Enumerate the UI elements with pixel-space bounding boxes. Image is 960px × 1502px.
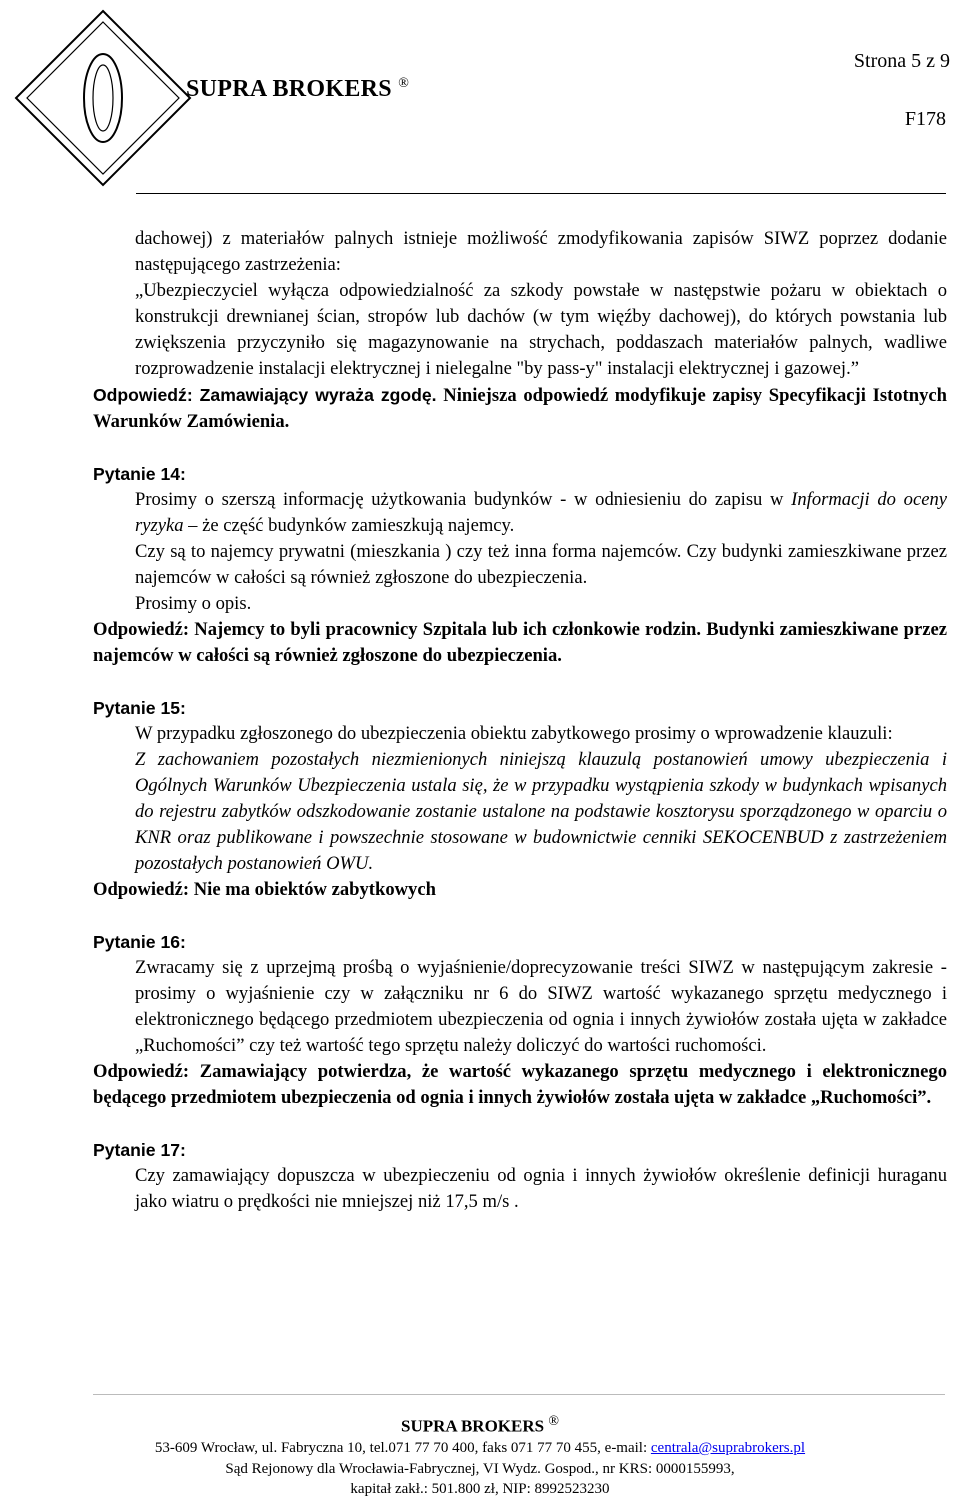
footer-address: 53-609 Wrocław, ul. Fabryczna 10, tel.071 77 70 400, faks 071 77 70 455, e-mail: centrala@suprabrokers.pl (154, 1440, 806, 1456)
q14-body-3: Prosimy o opis. (135, 593, 252, 614)
q16-body-1: Zwracamy się z uprzejmą prośbą o wyjaśnienie/doprecyzowanie treści SIWZ w następującym zakresie - prosimy o wyjaśnienie czy w załączniku nr 6 do SIWZ wartość wykazanego sprzętu medycznego i elektronicznego będącego przedmiotem ubezpieczenia od ognia i innych żywiołów została ujęta w zakładce „Ruchomości” czy też wartość tego sprzętu należy doliczyć do wartości ruchomości. (135, 957, 947, 1056)
footer-brand: SUPRA BROKERS ® (400, 1414, 559, 1436)
q16-title: Pytanie 16: (93, 932, 186, 952)
q14-body-1: Prosimy o szerszą informację użytkowania budynków - w odniesieniu do zapisu w Informacji do oceny ryzyka – że część budynków zamieszkują najemcy. (135, 489, 947, 536)
document-body (93, 226, 947, 1215)
supra-brokers-logo (12, 8, 194, 188)
header-divider (136, 193, 946, 194)
q17-body-1: Czy zamawiający dopuszcza w ubezpieczeniu od ognia i innych żywiołów określenie definicji huraganu jako wiatru o prędkości nie mniejszej niż 17,5 m/s . (135, 1165, 947, 1212)
page-number: Strona 5 z 9 (853, 50, 950, 72)
q15-answer: Odpowiedź: Nie ma obiektów zabytkowych (93, 879, 436, 900)
document-code: F178 (904, 108, 946, 130)
q17-title: Pytanie 17: (93, 1140, 186, 1160)
intro-text (93, 226, 947, 382)
footer-court: Sąd Rejonowy dla Wrocławia-Fabrycznej, VI Wydz. Gospod., nr KRS: 0000155993, (225, 1461, 735, 1477)
intro-line-1: dachowej) z materiałów palnych istnieje możliwość zmodyfikowania zapisów SIWZ poprzez dodanie następującego zastrzeżenia: (135, 228, 947, 275)
intro-answer: Odpowiedź: Zamawiający wyraża zgodę. Niniejsza odpowiedź modyfikuje zapisy Specyfikacji Istotnych Warunków Zamówienia. (93, 385, 947, 432)
q15-body (93, 721, 947, 877)
q16-body (93, 955, 947, 1059)
footer-divider (93, 1394, 945, 1395)
q14-title: Pytanie 14: (93, 464, 186, 484)
q15-title: Pytanie 15: (93, 698, 186, 718)
q14-answer: Odpowiedź: Najemcy to byli pracownicy Szpitala lub ich członkowie rodzin. Budynki zamieszkiwane przez najemców w całości są również zgłoszone do ubezpieczenia. (93, 619, 947, 666)
footer-capital: kapitał zakł.: 501.800 zł, NIP: 8992523230 (350, 1481, 610, 1497)
footer-email-link[interactable]: centrala@suprabrokers.pl (650, 1440, 806, 1456)
q17-body (93, 1163, 947, 1215)
q16-answer: Odpowiedź: Zamawiający potwierdza, że wartość wykazanego sprzętu medycznego i elektronicznego będącego przedmiotem ubezpieczenia od ognia i innych żywiołów została ujęta w zakładce „Ruchomości”. (93, 1061, 947, 1108)
q15-body-1: W przypadku zgłoszonego do ubezpieczenia obiektu zabytkowego prosimy o wprowadzenie klauzuli: (135, 723, 893, 744)
q14-body (93, 487, 947, 617)
q14-body-2: Czy są to najemcy prywatni (mieszkania ) czy też inna forma najemców. Czy budynki zamieszkiwane przez najemców w całości są również zgłoszone do ubezpieczenia. (135, 541, 947, 588)
intro-line-2: „Ubezpieczyciel wyłącza odpowiedzialność za szkody powstałe w następstwie pożaru w obiektach o konstrukcji drewnianej ścian, stropów lub dachów (w tym więźby dachowej), do których powstania lub zwiększenia przyczyniło się magazynowanie na strychach, poddaszach materiałów palnych, wadliwe rozprowadzenie instalacji elektrycznej i nielegalne "by pass-y" instalacji elektrycznej i gazowej.” (135, 280, 947, 379)
header-brand: SUPRA BROKERS ® (186, 76, 410, 102)
q15-clause: Z zachowaniem pozostałych niezmienionych niniejszą klauzulą postanowień umowy ubezpieczenia i Ogólnych Warunków Ubezpieczenia ustala się, że w przypadku wystąpienia szkody w budynkach wpisanych do rejestru zabytków odszkodowanie zostanie ustalone na podstawie kosztorysu sporządzonego w oparciu o KNR oraz publikowane i powszechnie stosowane w budownictwie cenniki SEKOCENBUD z zastrzeżeniem pozostałych postanowień OWU. (135, 749, 947, 874)
